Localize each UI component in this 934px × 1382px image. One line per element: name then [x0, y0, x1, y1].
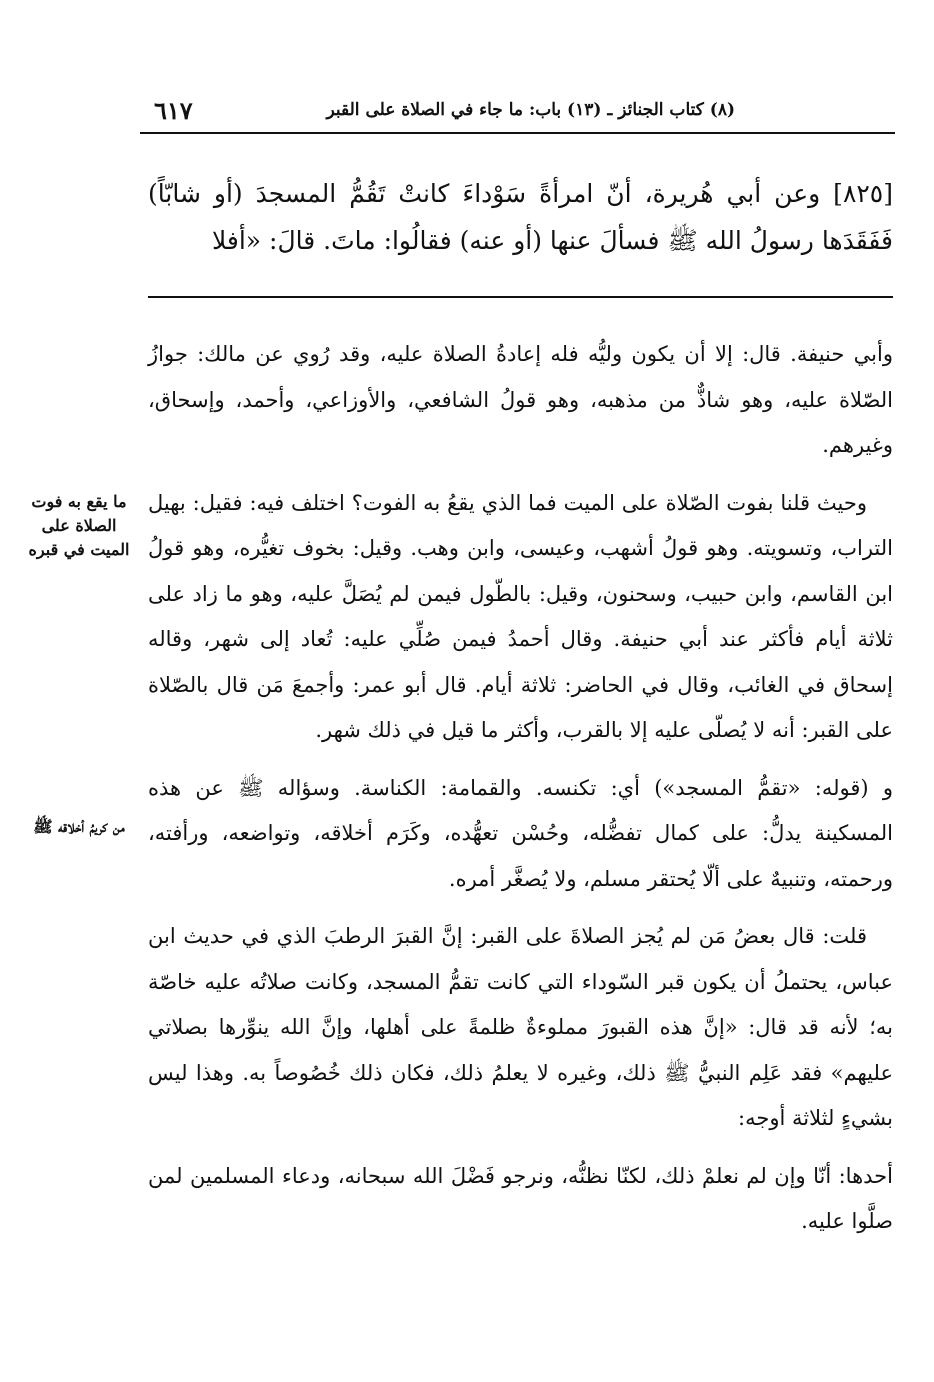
- commentary-paragraph: وأبي حنيفة. قال: إلا أن يكون وليُّه فله إعادةُ الصلاة عليه، وقد رُوي عن مالك: جوازُ الصّلاة عليه، وهو شاذٌّ من مذهبه، وهو قولُ الشافعي، والأوزاعي، وأحمد، وإسحاق، وغيرهم.: [148, 342, 893, 457]
- commentary-paragraph: وحيث قلنا بفوت الصّلاة على الميت فما الذي يقعُ به الفوت؟ اختلف فيه: فقيل: بهيل التراب، وتسويته. وهو قولُ أشهب، وعيسى، وابن وهب. وقيل: بخوف تغيُّره، وهو قولُ ابن القاسم، وابن حبيب، وسحنون، وقيل: بالطّول فيمن لم يُصَلَّ عليه، وهو ما زاد على ثلاثة أيام فأكثر عند أبي حنيفة. وقال أحمدُ فيمن صُلِّي عليه: تُعاد إلى شهر، وقاله إسحاق في الغائب، وقال في الحاضر: ثلاثة أيام. قال أبو عمر: وأجمعَ مَن قال بالصّلاة على القبر: أنه لا يُصلّى عليه إلا بالقرب، وأكثر ما قيل في ذلك شهر.: [148, 490, 893, 742]
- commentary: [148, 332, 893, 1257]
- hadith-text: [٨٢٥] وعن أبي هُريرة، أنّ امرأةً سَوْداءَ كانتْ تَقُمُّ المسجدَ (أو شابّاً) فَفَقَدَها رسولُ الله ﷺ فسألَ عنها (أو عنه) فقالُوا: ماتَ. قالَ: «أفلا: [148, 179, 893, 255]
- margin-note: ما يقع به فوت الصلاة على الميت في قبره: [28, 492, 130, 559]
- commentary-paragraph: قلت: قال بعضُ مَن لم يُجز الصلاةَ على القبر: إنَّ القبرَ الرطبَ الذي في حديث ابن عباس، يحتملُ أن يكون قبر السّوداء التي كانت تقمُّ المسجد، وكانت صلاتُه عليه خاصّة به؛ لأنه قد قال: «إنَّ هذه القبورَ مملوءةٌ ظلمةً على أهلها، وإنَّ الله ينوِّرها بصلاتي عليهم» فقد عَلِم النبيُّ ﷺ ذلك، وغيره لا يعلمُ ذلك، فكان ذلك خُصُوصاً به. وهذا ليس بشيءٍ لثلاثة أوجه:: [148, 924, 893, 1130]
- commentary-paragraph: و (قوله: «تقمُّ المسجد») أي: تكنسه. والقمامة: الكناسة. وسؤاله ﷺ عن هذه المسكينة يدلُّ: على كمال تفضُّله، وحُسْن تعهُّده، وكَرَم أخلاقه، وتواضعه، ورأفته، ورحمته، وتنبيهٌ على ألّا يُحتقر مسلم، ولا يُصغَّر أمره.: [148, 775, 893, 891]
- separator-rule: [148, 296, 893, 298]
- page-header: [140, 92, 895, 134]
- running-head: (٨) كتاب الجنائز ـ (١٣) باب: ما جاء في الصلاة على القبر: [326, 100, 735, 120]
- commentary-paragraph: أحدها: أنّا وإن لم نعلمْ ذلك، لكنّا نظنُّه، ونرجو فَضْلَ الله سبحانه، ودعاء المسلمين لمن صلَّوا عليه.: [148, 1163, 893, 1233]
- margin-note: من كريمُ أخلاقه ﷺ: [33, 817, 125, 836]
- page-number: ٦١٧: [154, 96, 193, 125]
